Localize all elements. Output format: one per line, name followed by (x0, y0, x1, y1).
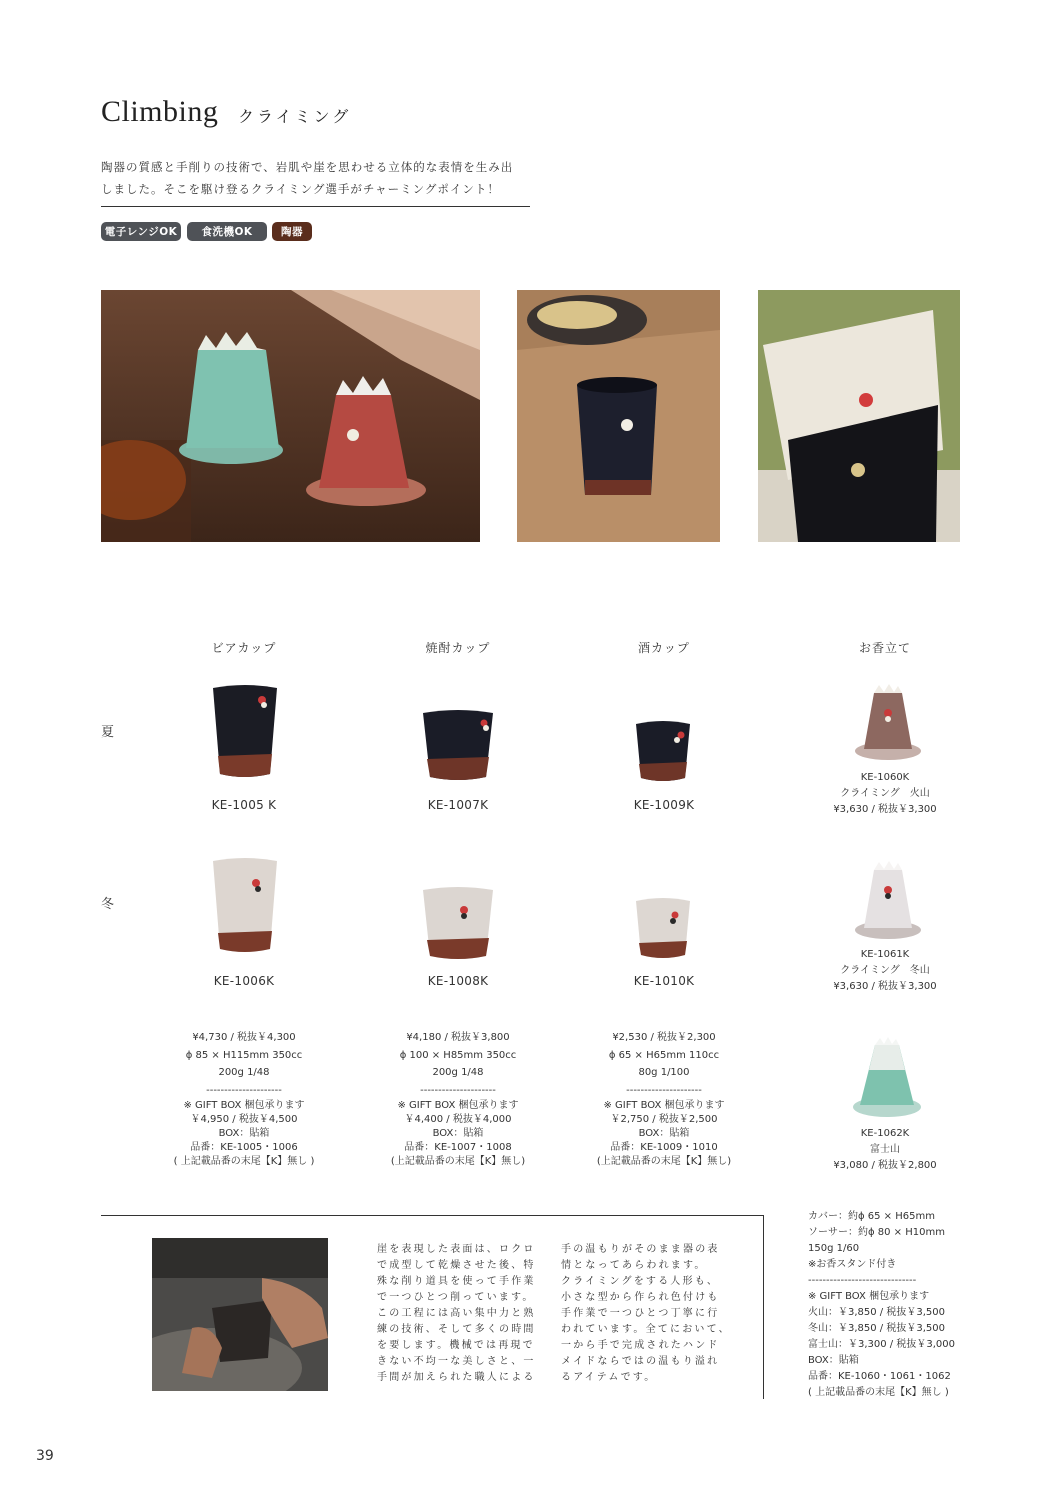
product-image-shochu-cup-winter (420, 886, 496, 966)
spec-box: BOX：貼箱 (218, 1128, 270, 1139)
product-image-incense-fuji (850, 1035, 924, 1123)
body-line: クライミングをする人形も、 (561, 1276, 720, 1287)
spec-beer-cup (144, 1029, 344, 1169)
spec-divider: --------------------- (626, 1084, 702, 1096)
incense-spec-line: ソーサー：約ϕ 80 × H10mm (808, 1227, 945, 1238)
spec-codes: 品番：KE-1009・1010 (610, 1142, 718, 1153)
incense-code: KE-1060K (860, 772, 910, 783)
row-label-winter: 冬 (101, 897, 115, 912)
header-divider (101, 206, 530, 207)
spec-gift-price: ￥4,950 / 税抜￥4,500 (190, 1114, 298, 1125)
spec-price: ¥4,730 / 税抜￥4,300 (192, 1032, 296, 1043)
column-sake-cup: 酒カップ (638, 641, 690, 655)
spec-note: (上記載品番の末尾【K】無し) (596, 1156, 732, 1167)
spec-codes: 品番：KE-1005・1006 (190, 1142, 298, 1153)
body-text-col1 (377, 1242, 549, 1386)
product-code: KE-1009K (633, 798, 695, 812)
row-label-summer: 夏 (101, 725, 115, 740)
body-line: で成型して乾燥させた後、特 (377, 1260, 536, 1271)
column-incense-stand: お香立て (858, 641, 911, 655)
incense-spec-line: 富士山：￥3,300 / 税抜￥3,000 (808, 1339, 955, 1350)
body-line: 一から手で完成されたハンド (561, 1340, 720, 1351)
ceramic-tag: 陶器 (272, 222, 312, 241)
incense-spec-line: ※ GIFT BOX 梱包承ります (808, 1291, 930, 1302)
body-line: 殊な削り道具を使って手作業 (377, 1276, 536, 1287)
incense-spec (808, 1209, 1008, 1401)
incense-price: ¥3,630 / 税抜￥3,300 (833, 804, 937, 815)
product-code: KE-1008K (427, 974, 489, 988)
incense-info-winter (805, 947, 965, 995)
spec-gift-price: ￥2,750 / 税抜￥2,500 (610, 1114, 718, 1125)
spec-box: BOX：貼箱 (432, 1128, 484, 1139)
body-line: 手作業で一つひとつ丁寧に行 (561, 1308, 720, 1319)
product-code: KE-1005 K (211, 798, 277, 812)
spec-shochu-cup (358, 1029, 558, 1169)
incense-spec-line: ( 上記載品番の末尾【K】無し ) (808, 1387, 949, 1398)
body-line: を要します。機械では再現で (377, 1340, 535, 1351)
body-line: 小さな型から作られ色付けも (561, 1292, 720, 1303)
incense-name: クライミング 火山 (840, 788, 930, 799)
spec-gift-price: ￥4,400 / 税抜￥4,000 (404, 1114, 512, 1125)
incense-price: ¥3,630 / 税抜￥3,300 (833, 981, 937, 992)
dishwasher-ok-tag: 食洗機OK (187, 222, 267, 241)
bottom-section-vertical-rule (763, 1215, 764, 1399)
body-line: 手の温もりがそのまま器の表 (561, 1244, 720, 1255)
spec-weight: 80g 1/100 (638, 1067, 690, 1078)
body-line: 手間が加えられた職人による (377, 1372, 536, 1383)
spec-size: ϕ 100 × H85mm 350cc (399, 1049, 517, 1061)
incense-spec-line: BOX：貼箱 (808, 1355, 859, 1366)
product-image-incense-winter (852, 860, 924, 944)
spec-divider: --------------------- (420, 1084, 496, 1096)
incense-spec-line: 冬山：￥3,850 / 税抜￥3,500 (808, 1323, 945, 1334)
incense-price: ¥3,080 / 税抜￥2,800 (833, 1160, 937, 1171)
intro-line: 陶器の質感と手削りの技術で、岩肌や崖を思わせる立体的な表情を生み出 (101, 160, 514, 174)
product-image-sake-cup-winter (633, 897, 693, 965)
body-line: 情となってあらわれます。 (561, 1260, 707, 1271)
column-beer-cup: ビアカップ (211, 641, 277, 655)
incense-spec-line: 火山：￥3,850 / 税抜￥3,500 (808, 1307, 945, 1318)
product-image-sake-cup-summer (633, 720, 693, 788)
incense-spec-line: ------------------------------ (808, 1275, 917, 1286)
hero-photo-stacked-cups (758, 290, 960, 542)
incense-name: 富士山 (870, 1144, 900, 1155)
spec-box: BOX：貼箱 (638, 1128, 690, 1139)
hero-photo-cup-table (517, 290, 720, 542)
product-image-beer-cup-winter (210, 857, 280, 959)
craftsman-photo (152, 1238, 328, 1391)
bottom-section-rule (101, 1215, 763, 1216)
hero-photo-incense (101, 290, 480, 542)
spec-price: ¥4,180 / 税抜￥3,800 (406, 1032, 510, 1043)
column-shochu-cup: 焼酎カップ (425, 641, 491, 655)
spec-weight: 200g 1/48 (218, 1067, 270, 1078)
spec-gift: ※ GIFT BOX 梱包承ります (603, 1100, 725, 1111)
product-code: KE-1006K (213, 974, 275, 988)
spec-codes: 品番：KE-1007・1008 (404, 1142, 512, 1153)
body-text-col2 (561, 1242, 733, 1386)
incense-name: クライミング 冬山 (840, 965, 930, 976)
body-line: るアイテムです。 (561, 1372, 657, 1383)
incense-info-fuji (805, 1126, 965, 1174)
incense-spec-line: カバー：約ϕ 65 × H65mm (808, 1211, 935, 1222)
body-line: われています。全てにおいて、 (561, 1324, 731, 1335)
spec-size: ϕ 85 × H115mm 350cc (185, 1049, 303, 1061)
body-line: で一つひとつ削っています。 (377, 1292, 535, 1303)
title-english: Climbing (101, 95, 219, 128)
spec-note: (上記載品番の末尾【K】無し) (390, 1156, 526, 1167)
microwave-ok-tag: 電子レンジOK (101, 222, 181, 241)
spec-price: ¥2,530 / 税抜￥2,300 (612, 1032, 716, 1043)
spec-sake-cup (564, 1029, 764, 1169)
incense-info-volcano (805, 770, 965, 818)
product-image-beer-cup-summer (210, 684, 280, 784)
product-image-shochu-cup-summer (420, 709, 496, 787)
page-number: 39 (36, 1448, 54, 1464)
title-japanese: クライミング (238, 107, 352, 126)
body-line: メイドならではの温もり溢れ (561, 1356, 720, 1367)
product-code: KE-1010K (633, 974, 695, 988)
spec-gift: ※ GIFT BOX 梱包承ります (183, 1100, 305, 1111)
spec-size: ϕ 65 × H65mm 110cc (608, 1049, 720, 1061)
incense-spec-line: 品番：KE-1060・1061・1062 (808, 1371, 951, 1382)
intro-text (101, 156, 531, 200)
incense-spec-line: ※お香スタンド付き (808, 1259, 897, 1270)
incense-code: KE-1061K (860, 949, 910, 960)
spec-gift: ※ GIFT BOX 梱包承ります (397, 1100, 519, 1111)
spec-note: ( 上記載品番の末尾【K】無し ) (173, 1156, 315, 1167)
body-line: 練の技術、そして多くの時間 (377, 1324, 536, 1335)
incense-spec-line: 150g 1/60 (808, 1243, 860, 1254)
spec-weight: 200g 1/48 (432, 1067, 484, 1078)
spec-divider: --------------------- (206, 1084, 282, 1096)
product-code: KE-1007K (427, 798, 489, 812)
intro-line: しました。そこを駆け登るクライミング選手がチャーミングポイント！ (101, 182, 500, 196)
incense-code: KE-1062K (860, 1128, 910, 1139)
body-line: 崖を表現した表面は、ロクロ (377, 1244, 536, 1255)
body-line: この工程には高い集中力と熟 (377, 1308, 536, 1319)
body-line: きない不均一な美しさと、一 (377, 1356, 536, 1367)
product-image-incense-volcano (852, 683, 924, 765)
